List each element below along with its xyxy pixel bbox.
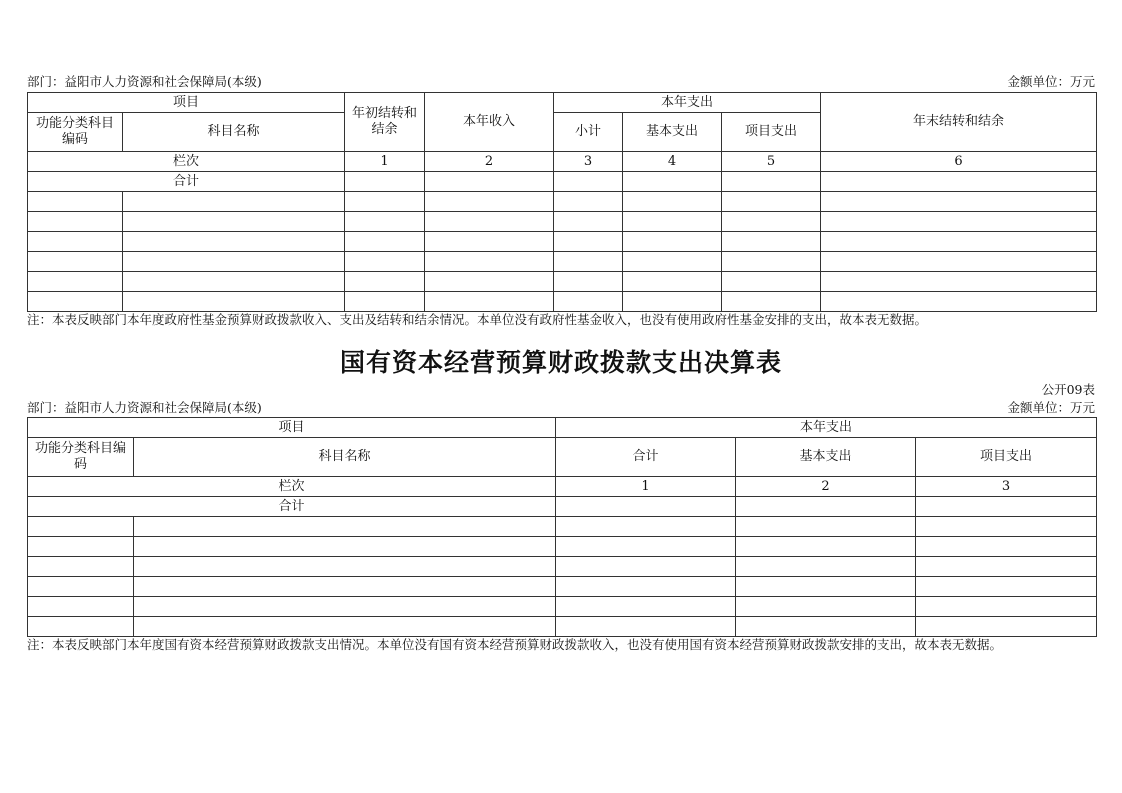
- column-number: 1: [345, 152, 425, 172]
- column-number: 3: [554, 152, 623, 172]
- column-number: 2: [425, 152, 554, 172]
- header-code: 功能分类科目编码: [28, 113, 123, 152]
- column-number: 1: [556, 477, 736, 497]
- header-project: 项目支出: [722, 113, 821, 152]
- header-total: 合计: [556, 438, 736, 477]
- header-expense-group: 本年支出: [554, 93, 821, 113]
- table-row: [28, 272, 1097, 292]
- government-fund-table: [27, 92, 1097, 312]
- table-row: [28, 212, 1097, 232]
- total-cell: [345, 172, 425, 192]
- column-number: 2: [736, 477, 916, 497]
- total-cell: [554, 172, 623, 192]
- header-item: 项目: [28, 93, 345, 113]
- total-label: 合计: [28, 172, 345, 192]
- table2-number-line: [27, 382, 1095, 398]
- header-subtotal: 小计: [554, 113, 623, 152]
- table2-department: 部门：益阳市人力资源和社会保障局(本级): [27, 400, 262, 415]
- total-cell: [916, 497, 1097, 517]
- header-carry-out: 年末结转和结余: [821, 93, 1097, 152]
- header-expense-group: 本年支出: [556, 418, 1097, 438]
- column-number: 4: [623, 152, 722, 172]
- total-label: 合计: [28, 497, 556, 517]
- header-item: 项目: [28, 418, 556, 438]
- column-number-label: 栏次: [28, 152, 345, 172]
- header-basic: 基本支出: [736, 438, 916, 477]
- header-name: 科目名称: [123, 113, 345, 152]
- table1-header-line: [27, 74, 1095, 90]
- total-cell: [623, 172, 722, 192]
- table-row: [28, 232, 1097, 252]
- table-row: [28, 557, 1097, 577]
- header-name: 科目名称: [134, 438, 556, 477]
- table-row: [28, 517, 1097, 537]
- total-cell: [722, 172, 821, 192]
- header-project: 项目支出: [916, 438, 1097, 477]
- table2-header-line: [27, 400, 1095, 416]
- header-code: 功能分类科目编码: [28, 438, 134, 477]
- table1-note: 注：本表反映部门本年度政府性基金预算财政拨款收入、支出及结转和结余情况。本单位没有政府性基金收入，也没有使用政府性基金安排的支出，故本表无数据。: [27, 312, 928, 327]
- table1-department: 部门：益阳市人力资源和社会保障局(本级): [27, 74, 262, 89]
- table-row: [28, 577, 1097, 597]
- table-row: [28, 192, 1097, 212]
- table-row: [28, 292, 1097, 312]
- table2-number: 公开09表: [1041, 382, 1095, 397]
- total-row: [28, 172, 1097, 192]
- total-cell: [425, 172, 554, 192]
- header-basic: 基本支出: [623, 113, 722, 152]
- total-cell: [821, 172, 1097, 192]
- table-row: [28, 597, 1097, 617]
- table1-amount-unit: 金额单位：万元: [1007, 74, 1095, 89]
- column-number: 3: [916, 477, 1097, 497]
- table2-amount-unit: 金额单位：万元: [1007, 400, 1095, 415]
- total-cell: [736, 497, 916, 517]
- total-row: [28, 497, 1097, 517]
- total-cell: [556, 497, 736, 517]
- header-carry-in: 年初结转和结余: [345, 93, 425, 152]
- table2-title: 国有资本经营预算财政拨款支出决算表: [339, 348, 782, 377]
- table-row: [28, 252, 1097, 272]
- column-number: 6: [821, 152, 1097, 172]
- column-number-label: 栏次: [28, 477, 556, 497]
- state-capital-table: [27, 417, 1097, 637]
- table-row: [28, 617, 1097, 637]
- column-number-row: [28, 477, 1097, 497]
- header-income: 本年收入: [425, 93, 554, 152]
- column-number-row: [28, 152, 1097, 172]
- table2-note: 注：本表反映部门本年度国有资本经营预算财政拨款支出情况。本单位没有国有资本经营预算财政拨款收入，也没有使用国有资本经营预算财政拨款安排的支出，故本表无数据。: [27, 637, 1003, 652]
- column-number: 5: [722, 152, 821, 172]
- table-row: [28, 537, 1097, 557]
